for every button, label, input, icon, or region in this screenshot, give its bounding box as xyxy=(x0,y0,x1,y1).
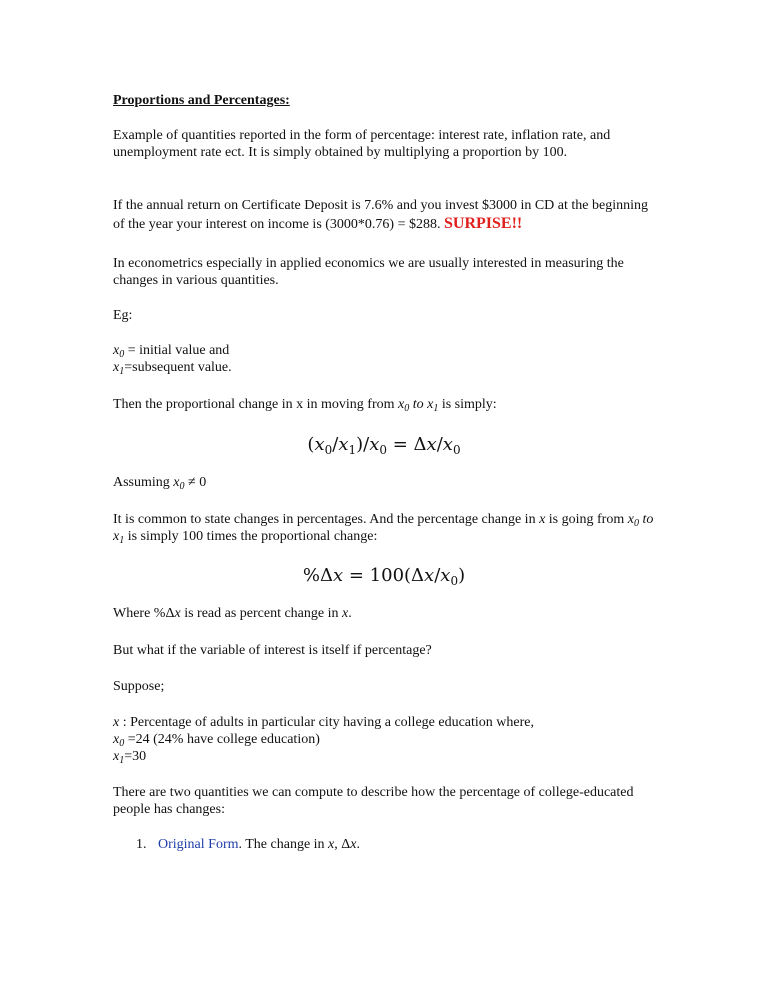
paragraph-certificate-deposit: If the annual return on Certificate Deposit is 7.6% and you invest $3000 in CD at the beginning of the year your interest on income is (3000*0.76) = $288. SURPISE!! xyxy=(113,198,648,232)
x-definition: x : Percentage of adults in particular city having a college education where, xyxy=(113,715,534,730)
original-form-link[interactable]: Original Form xyxy=(158,837,239,852)
where-sentence: Where %Δx is read as percent change in x. xyxy=(113,606,352,621)
eg-label: Eg: xyxy=(113,308,133,323)
question-sentence: But what if the variable of interest is itself if percentage? xyxy=(113,643,432,658)
section-title: Proportions and Percentages: xyxy=(113,93,290,108)
paragraph-two-quantities: There are two quantities we can compute to describe how the percentage of college-educated people has changes: xyxy=(113,785,634,817)
assumption-line: Assuming $x_0 \ne 0$ xyxy=(113,475,207,492)
proportional-change-formula: $(x_0/x_1)/x_0 = \Delta x/x_0$ xyxy=(307,434,461,457)
paragraph-percentage-examples: Example of quantities reported in the form of percentage: interest rate, inflation rate, and unemployment rate ect. It is simply obtained by multiplying a proportion by 100. xyxy=(113,128,611,160)
surprise-text: SURPISE!! xyxy=(444,215,523,232)
x1-value: $x_1=30$ xyxy=(113,749,147,766)
paragraph-percentage-change: It is common to state changes in percentages. And the percentage change in x is going from $x_0$ to $x_1$ is simply 100 times the proportional change: xyxy=(113,512,654,546)
proportional-change-sentence: Then the proportional change in x in moving from $x_0$ to $x_1$ is simply: xyxy=(113,397,497,414)
paragraph-econometrics: In econometrics especially in applied economics we are usually interested in measuring the changes in various quantities. xyxy=(113,256,624,288)
x0-definition: $x_0$ = initial value and xyxy=(113,343,230,360)
x0-value: $x_0 =24$ (24% have college education) xyxy=(113,732,320,749)
suppose-label: Suppose; xyxy=(113,679,165,694)
x1-definition: $x_1=subsequent$ value. xyxy=(113,360,232,377)
percent-change-formula: $\%\Delta x = 100(\Delta x/x_0)$ xyxy=(302,565,466,588)
list-item: 1. Original Form. The change in x, Δx. xyxy=(136,837,360,852)
